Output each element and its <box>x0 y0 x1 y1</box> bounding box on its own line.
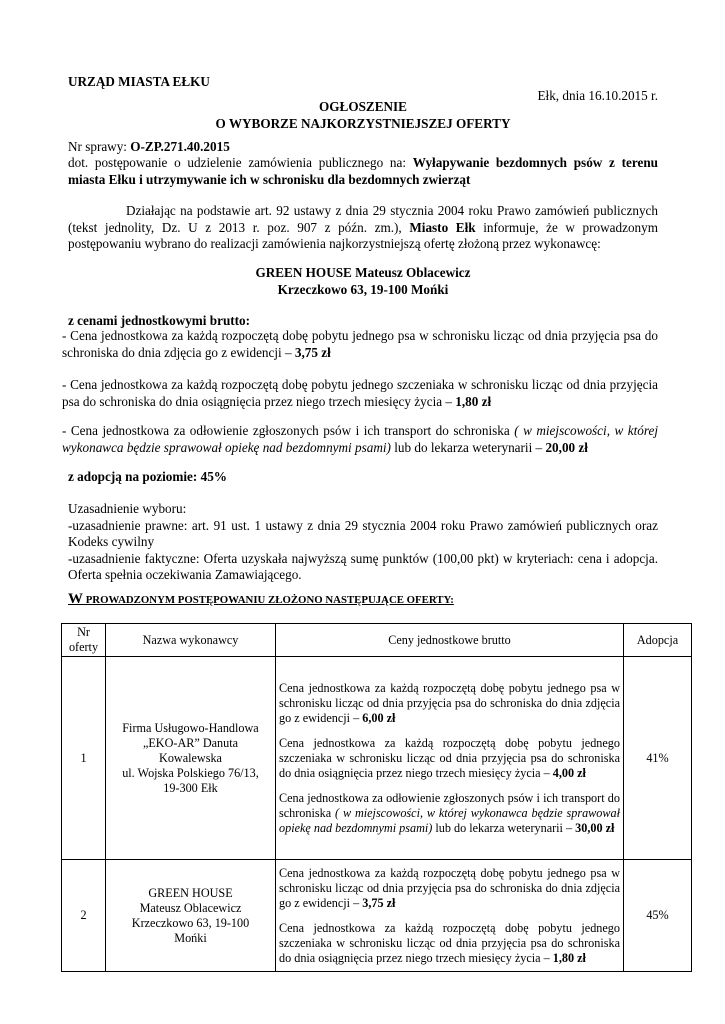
price-item-3-value: 20,00 zł <box>545 439 588 455</box>
offers-table <box>61 623 692 972</box>
contractor-name-line: ul. Wojska Polskiego 76/13, <box>122 765 259 780</box>
offer-price-1-value: 6,00 zł <box>362 710 396 725</box>
winner-address: Krzeczkowo 63, 19-100 Mońki <box>277 281 449 297</box>
price-item-1 <box>62 328 658 361</box>
offer-price-2-value: 1,80 zł <box>552 950 586 965</box>
case-number <box>68 139 658 156</box>
contractor-name-line: Krzeczkowo 63, 19-100 <box>131 915 250 930</box>
subject-name: Wyłapywanie bezdomnych psów z terenu miasta Ełku i utrzymywanie ich w schronisku dla bezdomnych zwierząt <box>68 155 658 187</box>
offer-price-1 <box>279 681 620 726</box>
price-item-1-text: - Cena jednostkowa za każdą rozpoczętą dobę pobytu jednego psa w schronisku licząc od dnia przyjęcia psa do schroniska do dnia zdjęcia go z ewidencji – <box>62 328 658 360</box>
contractor-name-line: Firma Usługowo-Handlowa <box>122 720 259 735</box>
contractor-name <box>106 860 276 972</box>
procurement-subject <box>68 155 658 188</box>
offer-price-2 <box>279 736 620 781</box>
offer-adoption: 45% <box>624 860 692 972</box>
case-number-value: O-ZP.271.40.2015 <box>130 139 230 154</box>
price-item-2 <box>62 377 658 410</box>
contractor-name-line: „EKO-AR” Danuta <box>142 735 239 750</box>
price-item-2-value: 1,80 zł <box>455 393 492 409</box>
price-item-3-text: - Cena jednostkowa za odłowienie zgłoszonych psów i ich transport do schroniska <box>62 423 515 438</box>
issuing-office: URZĄD MIASTA EŁKU <box>68 74 210 89</box>
intro-text-before: Działając na podstawie art. 92 ustawy z dnia 29 stycznia 2004 roku Prawo zamówień publicznych (tekst jednolity, Dz. U z 2013 r. poz. 907 z późn. zm.), <box>68 203 658 235</box>
offer-price-2-text: Cena jednostkowa za każdą rozpoczętą dobę pobytu jednego szczeniaka w schronisku licząc od dnia przyjęcia psa do schroniska do dnia osiągnięcia przez niego trzech miesięcy życia – <box>279 735 620 780</box>
offer-price-1-value: 3,75 zł <box>362 895 396 910</box>
justification-factual: -uzasadnienie faktyczne: Oferta uzyskała najwyższą sumę punktów (100,00 pkt) w kryteriach: cena i adopcja. Oferta spełnia oczekiwania Zamawiającego. <box>68 550 658 582</box>
price-item-2-text: - Cena jednostkowa za każdą rozpoczętą dobę pobytu jednego szczeniaka w schronisku licząc od dnia przyjęcia psa do schroniska do dnia osiągnięcia przez niego trzech miesięcy życia – <box>62 377 658 409</box>
header-contractor-name: Nazwa wykonawcy <box>106 624 276 657</box>
header-unit-prices: Ceny jednostkowe brutto <box>276 624 624 657</box>
contractor-name-line: Mońki <box>174 930 207 945</box>
header-offer-number: Nr oferty <box>62 624 106 657</box>
offer-price-3-value: 30,00 zł <box>575 820 615 835</box>
unit-prices-cell <box>276 657 624 860</box>
intro-paragraph <box>68 203 658 253</box>
unit-prices-cell <box>276 860 624 972</box>
contractor-name-line: 19-300 Ełk <box>163 780 218 795</box>
offer-price-3-after: lub do lekarza weterynarii – <box>432 820 576 835</box>
offer-price-3-italic: ( w miejscowości, w której wykonawca będzie sprawował opiekę nad bezdomnymi psami) <box>279 805 620 835</box>
offer-adoption: 41% <box>624 657 692 860</box>
offer-price-3 <box>279 791 620 836</box>
offer-price-1-text: Cena jednostkowa za każdą rozpoczętą dobę pobytu jednego psa w schronisku licząc od dnia przyjęcia psa do schroniska do dnia zdjęcia go z ewidencji – <box>279 865 620 910</box>
winner-name: GREEN HOUSE Mateusz Oblacewicz <box>255 265 471 280</box>
price-item-1-value: 3,75 zł <box>294 344 331 360</box>
justification-legal: -uzasadnienie prawne: art. 91 ust. 1 ustawy z dnia 29 stycznia 2004 roku Prawo zamówień publicznych oraz Kodeks cywilny <box>68 517 658 549</box>
table-header-row <box>62 624 692 657</box>
prices-heading: z cenami jednostkowymi brutto: <box>68 313 251 328</box>
justification-heading: Uzasadnienie wyboru: <box>68 501 187 516</box>
contractor-name-line: Mateusz Oblacewicz <box>139 900 242 915</box>
offer-number: 2 <box>62 860 106 972</box>
subject-prefix: dot. postępowanie o udzielenie zamówienia publicznego na: <box>68 155 413 170</box>
intro-text-after: informuje, że w prowadzonym postępowaniu wybrano do realizacji zamówienia najkorzystniejszą ofertę złożoną przez wykonawcę: <box>68 219 658 251</box>
header-adoption: Adopcja <box>624 624 692 657</box>
offers-heading-initial: W <box>68 591 83 607</box>
intro-city: Miasto Ełk <box>409 219 476 235</box>
table-row <box>62 657 692 860</box>
price-item-3 <box>62 423 658 456</box>
adoption-level: z adopcją na poziomie: 45% <box>68 469 227 484</box>
offer-price-2-text: Cena jednostkowa za każdą rozpoczętą dobę pobytu jednego szczeniaka w schronisku licząc od dnia przyjęcia psa do schroniska do dnia osiągnięcia przez niego trzech miesięcy życia – <box>279 920 620 965</box>
case-label: Nr sprawy: <box>68 139 131 154</box>
offer-price-3-text: Cena jednostkowa za odłowienie zgłoszonych psów i ich transport do schroniska <box>279 790 620 820</box>
contractor-name <box>106 657 276 860</box>
offer-price-1-text: Cena jednostkowa za każdą rozpoczętą dobę pobytu jednego psa w schronisku licząc od dnia przyjęcia psa do schroniska do dnia zdjęcia go z ewidencji – <box>279 680 620 725</box>
offer-price-2 <box>279 921 620 966</box>
offers-heading-rest: PROWADZONYM POSTĘPOWANIU ZŁOŻONO NASTĘPUJĄCE OFERTY: <box>83 594 454 606</box>
offer-number: 1 <box>62 657 106 860</box>
document-title <box>68 99 658 132</box>
justification <box>68 501 658 584</box>
place-and-date: Ełk, dnia 16.10.2015 r. <box>537 88 658 103</box>
offers-heading <box>68 591 668 609</box>
offer-price-2-value: 4,00 zł <box>552 765 586 780</box>
contractor-name-line: GREEN HOUSE <box>148 885 233 900</box>
contractor-name-line: Kowalewska <box>159 750 222 765</box>
offer-price-1 <box>279 866 620 911</box>
table-row <box>62 860 692 972</box>
price-item-3-italic: ( w miejscowości, w której wykonawca będzie sprawował opiekę nad bezdomnymi psami) <box>62 423 659 455</box>
price-item-3-after: lub do lekarza weterynarii – <box>390 439 546 455</box>
title-line-2: O WYBORZE NAJKORZYSTNIEJSZEJ OFERTY <box>215 115 511 131</box>
title-line-1: OGŁOSZENIE <box>319 99 407 114</box>
selected-contractor <box>68 265 658 298</box>
